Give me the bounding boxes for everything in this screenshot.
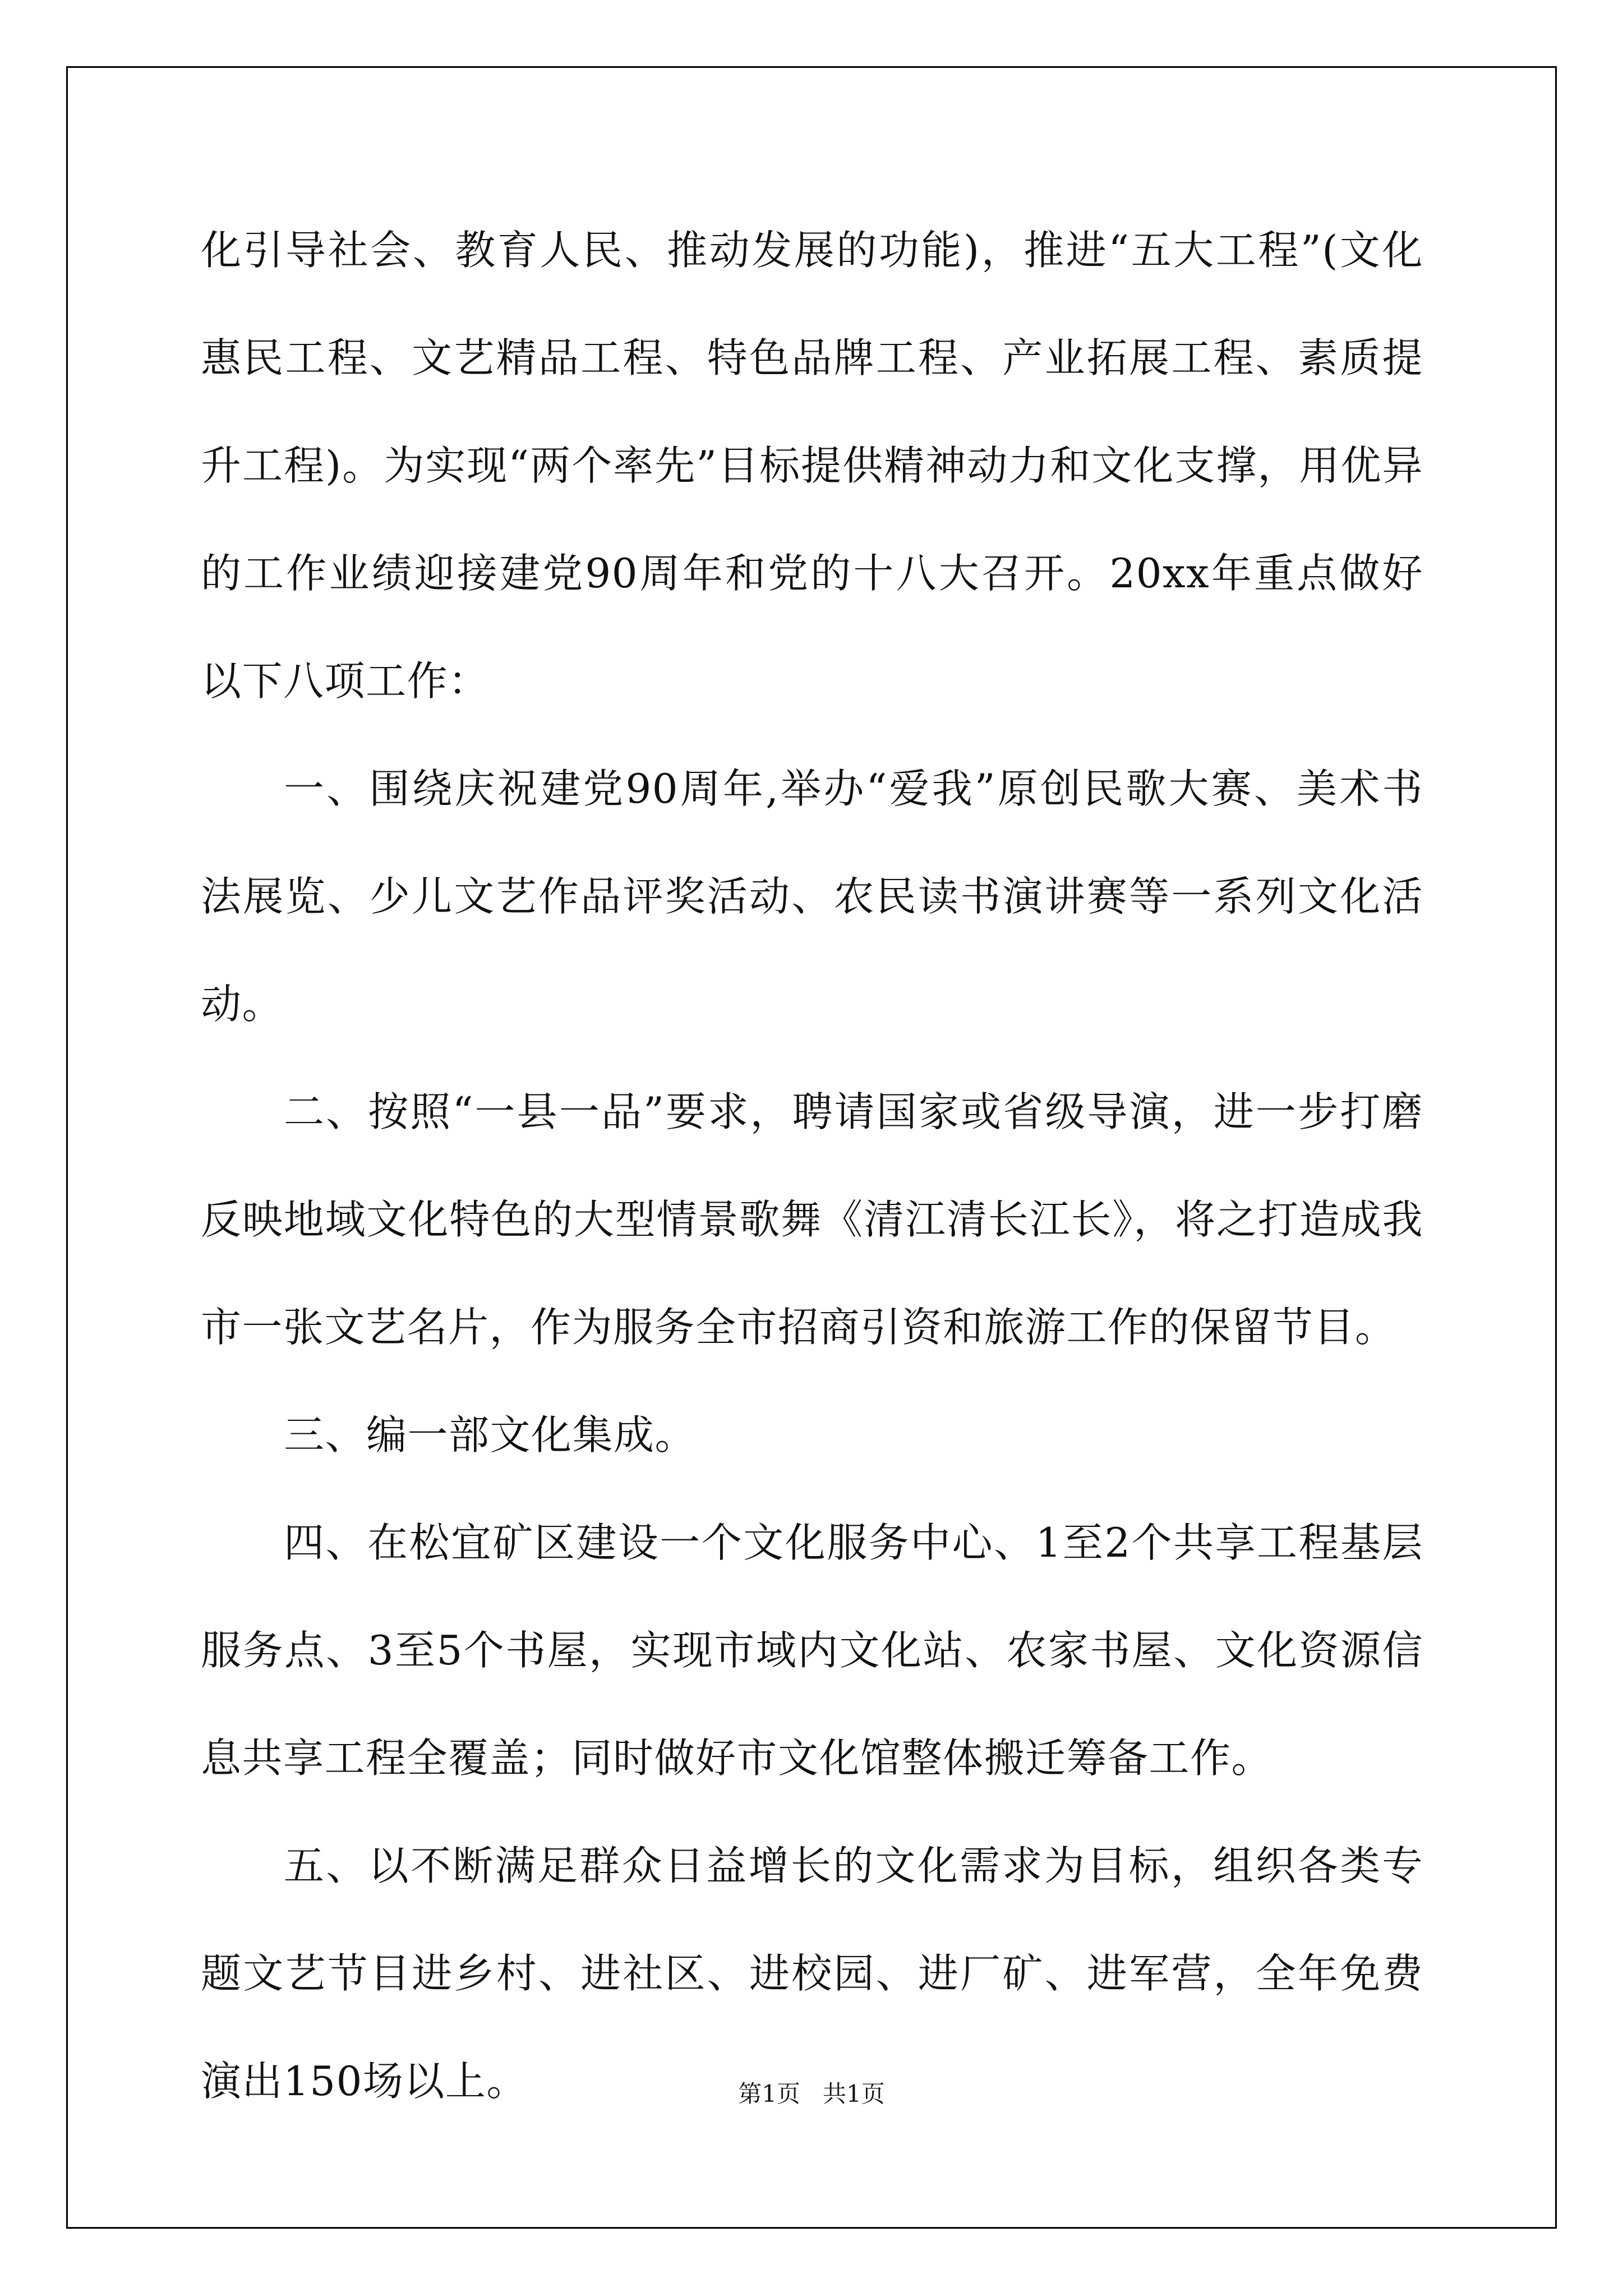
paragraph-6: 五、以不断满足群众日益增长的文化需求为目标，组织各类专题文艺节目进乡村、进社区、进校园、进厂矿、进军营，全年免费演出150场以上。 xyxy=(201,1842,1423,2105)
document-body xyxy=(201,196,1423,2135)
page-number: 第1页 xyxy=(738,2080,800,2108)
paragraph-5: 四、在松宜矿区建设一个文化服务中心、1至2个共享工程基层服务点、3至5个书屋，实现市域内文化站、农家书屋、文化资源信息共享工程全覆盖；同时做好市文化馆整体搬迁筹备工作。 xyxy=(201,1519,1423,1782)
page-footer xyxy=(0,2076,1623,2109)
paragraph-2: 一、围绕庆祝建党90周年,举办“爱我”原创民歌大赛、美术书法展览、少儿文艺作品评奖活动、农民读书演讲赛等一系列文化活动。 xyxy=(201,765,1423,1028)
paragraph-4: 三、编一部文化集成。 xyxy=(284,1411,697,1458)
paragraph-1: 化引导社会、教育人民、推动发展的功能)，推进“五大工程”(文化惠民工程、文艺精品工程、特色品牌工程、产业拓展工程、素质提升工程)。为实现“两个率先”目标提供精神动力和文化支撑，用优异的工作业绩迎接建党90周年和党的十八大召开。20xx年重点做好以下八项工作： xyxy=(201,227,1423,705)
page-total: 共1页 xyxy=(823,2080,885,2108)
paragraph-3: 二、按照“一县一品”要求，聘请国家或省级导演，进一步打磨反映地域文化特色的大型情景歌舞《清江清长江长》，将之打造成我市一张文艺名片，作为服务全市招商引资和旅游工作的保留节目。 xyxy=(201,1088,1423,1351)
